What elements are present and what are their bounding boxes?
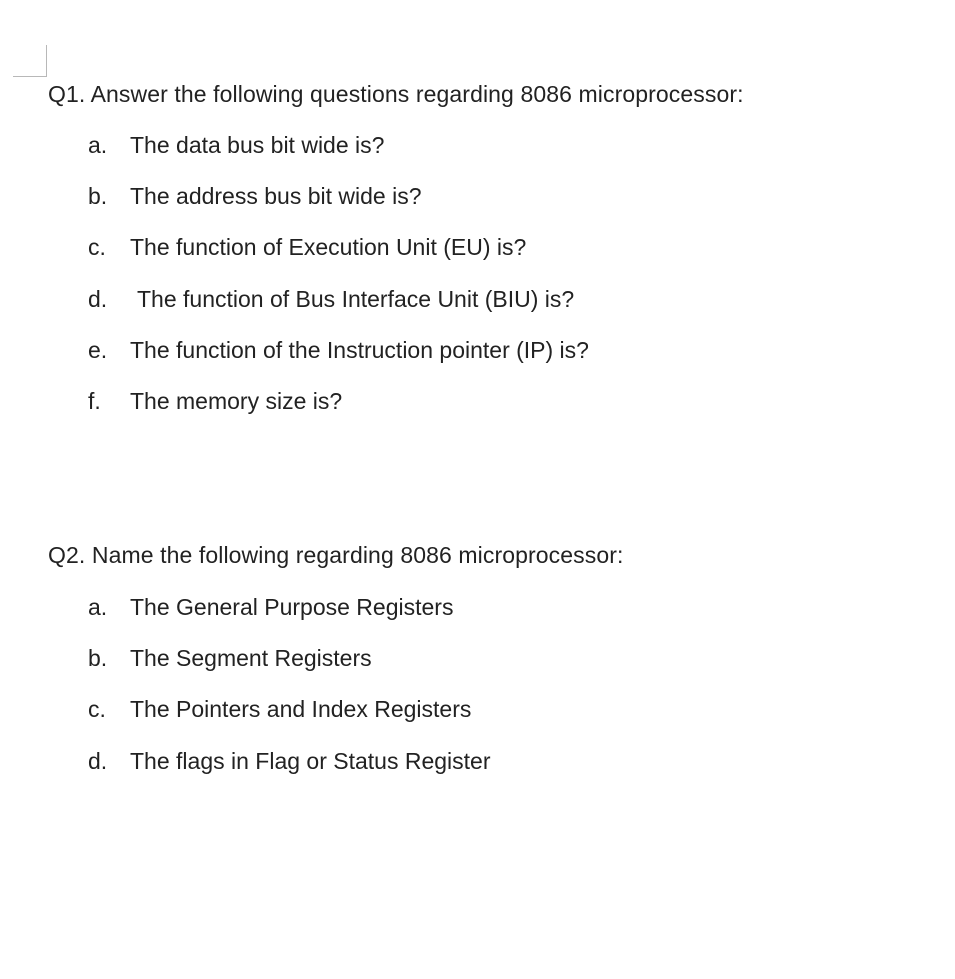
list-item-text: The function of the Instruction pointer (IP) is?: [130, 337, 589, 363]
list-item-text: The General Purpose Registers: [130, 594, 454, 620]
list-marker: d.: [88, 748, 108, 774]
list-item-text: The function of Bus Interface Unit (BIU) is?: [137, 286, 575, 312]
list-item-text: The memory size is?: [130, 388, 343, 414]
list-item-text: The address bus bit wide is?: [130, 183, 422, 209]
list-marker: c.: [88, 696, 106, 722]
list-marker: e.: [88, 337, 108, 363]
list-item-text: The Segment Registers: [130, 645, 372, 671]
page-margin-corner-mark: [13, 45, 47, 77]
list-marker: f.: [88, 388, 101, 414]
list-marker: b.: [88, 645, 108, 671]
list-marker: d.: [88, 286, 108, 312]
question-2-title: Q2. Name the following regarding 8086 microprocessor:: [48, 542, 624, 568]
list-item-text: The function of Execution Unit (EU) is?: [130, 234, 527, 260]
question-1-title: Q1. Answer the following questions regarding 8086 microprocessor:: [48, 81, 744, 107]
list-marker: b.: [88, 183, 108, 209]
list-marker: a.: [88, 132, 108, 158]
list-item-text: The flags in Flag or Status Register: [130, 748, 491, 774]
list-marker: a.: [88, 594, 108, 620]
list-item-text: The data bus bit wide is?: [130, 132, 385, 158]
list-marker: c.: [88, 234, 106, 260]
list-item-text: The Pointers and Index Registers: [130, 696, 472, 722]
